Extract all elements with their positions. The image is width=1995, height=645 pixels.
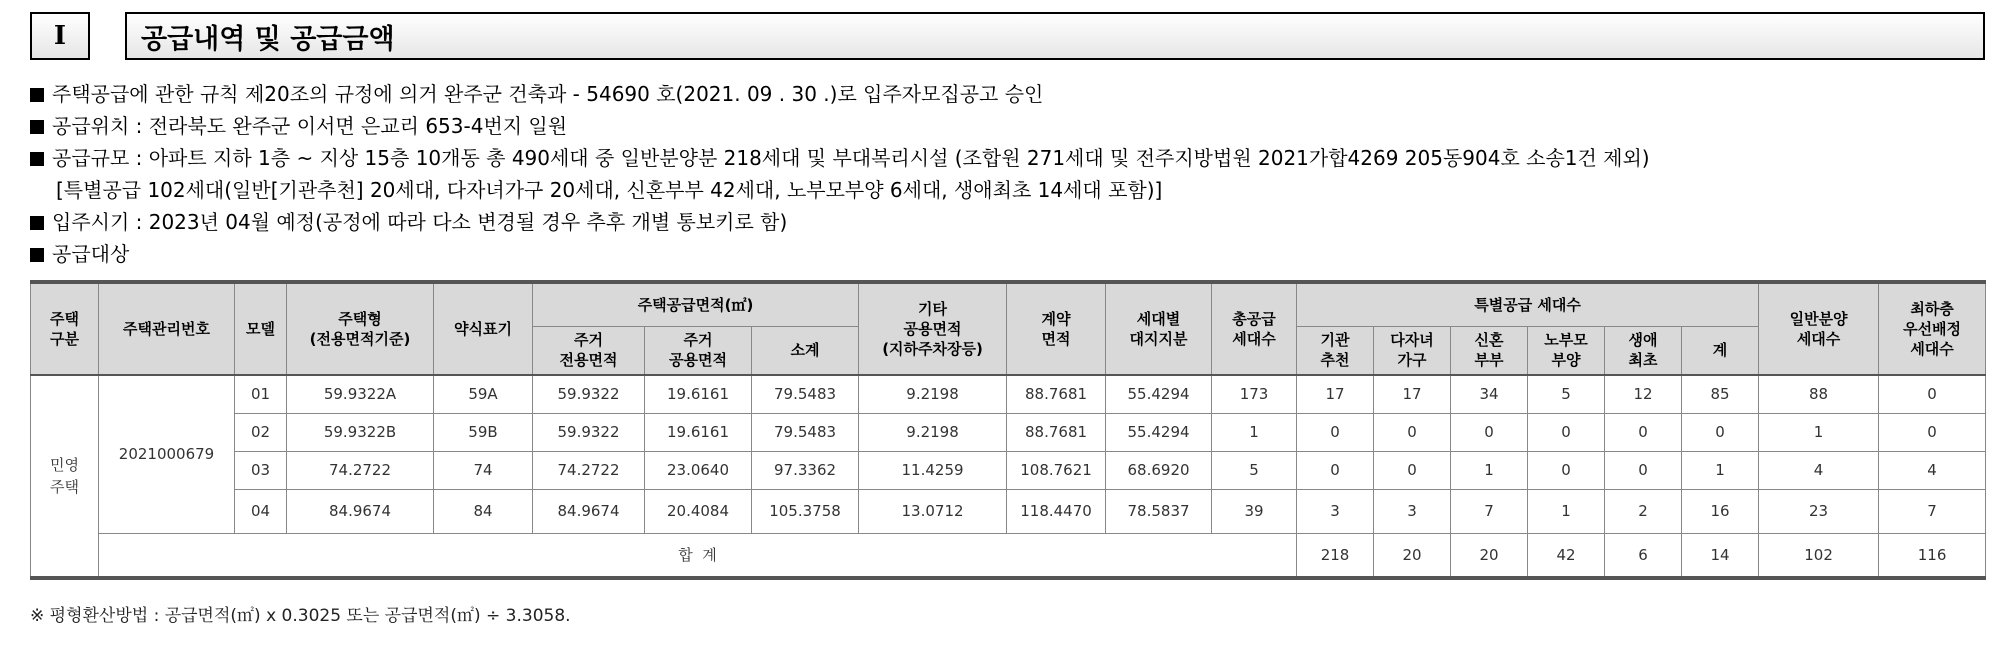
cell-newly: 1 <box>1451 451 1528 489</box>
col-header-abbr: 약식표기 <box>434 282 533 375</box>
total-sp-total: 102 <box>1759 533 1879 578</box>
cell-type: 59.9322B <box>287 413 434 451</box>
total-general: 116 <box>1879 533 1986 578</box>
cell-subtotal: 105.3758 <box>752 489 859 533</box>
col-header-model: 모델 <box>235 282 287 375</box>
cell-first: 12 <box>1605 375 1682 413</box>
cell-first: 0 <box>1605 413 1682 451</box>
cell-subtotal: 79.5483 <box>752 375 859 413</box>
cell-land: 55.4294 <box>1106 413 1212 451</box>
cell-model: 03 <box>235 451 287 489</box>
row-category: 민영 주택 <box>31 375 99 578</box>
header-row-1 <box>31 282 1986 326</box>
cell-inst: 0 <box>1297 451 1374 489</box>
cell-contract: 88.7681 <box>1007 413 1106 451</box>
cell-sp-total: 85 <box>1682 375 1759 413</box>
cell-inst: 3 <box>1297 489 1374 533</box>
cell-model: 01 <box>235 375 287 413</box>
cell-other: 9.2198 <box>859 375 1007 413</box>
cell-sp-total: 16 <box>1682 489 1759 533</box>
square-bullet-icon <box>30 248 44 262</box>
cell-abbr: 74 <box>434 451 533 489</box>
cell-exclusive: 74.2722 <box>533 451 645 489</box>
cell-type: 59.9322A <box>287 375 434 413</box>
cell-multi: 0 <box>1374 413 1451 451</box>
cell-lowest: 0 <box>1879 413 1986 451</box>
col-header-special-total: 계 <box>1682 326 1759 375</box>
col-header-general: 일반분양 세대수 <box>1759 282 1879 375</box>
section-header <box>30 12 1985 64</box>
cell-elder: 0 <box>1528 413 1605 451</box>
cell-other: 9.2198 <box>859 413 1007 451</box>
col-header-contract-area: 계약 면적 <box>1007 282 1106 375</box>
cell-subtotal: 79.5483 <box>752 413 859 451</box>
col-header-first-time: 생애 최초 <box>1605 326 1682 375</box>
row-mgmt-no: 2021000679 <box>99 375 235 533</box>
cell-inst: 17 <box>1297 375 1374 413</box>
cell-multi: 3 <box>1374 489 1451 533</box>
cell-multi: 17 <box>1374 375 1451 413</box>
col-header-house-type: 주택형 (전용면적기준) <box>287 282 434 375</box>
info-line-move-in: 입주시기 : 2023년 04월 예정(공정에 따라 다소 변경될 경우 추후 개별 통보키로 함) <box>30 206 1980 238</box>
cell-general: 4 <box>1759 451 1879 489</box>
cell-exclusive: 59.9322 <box>533 413 645 451</box>
cell-sp-total: 1 <box>1682 451 1759 489</box>
col-header-exclusive: 주거 전용면적 <box>533 326 645 375</box>
table-row <box>31 375 1986 413</box>
cell-abbr: 59B <box>434 413 533 451</box>
col-header-mgmt-no: 주택관리번호 <box>99 282 235 375</box>
cell-newly: 0 <box>1451 413 1528 451</box>
cell-common: 20.4084 <box>645 489 752 533</box>
cell-exclusive: 84.9674 <box>533 489 645 533</box>
info-line-target: 공급대상 <box>30 238 1980 270</box>
col-header-subtotal: 소계 <box>752 326 859 375</box>
square-bullet-icon <box>30 216 44 230</box>
total-inst: 20 <box>1374 533 1451 578</box>
info-line-approval: 주택공급에 관한 규칙 제20조의 규정에 의거 완주군 건축과 - 54690 호(2021. 09 . 30 .)로 입주자모집공고 승인 <box>30 78 1980 110</box>
cell-common: 19.6161 <box>645 413 752 451</box>
cell-total: 39 <box>1212 489 1297 533</box>
table-row <box>31 413 1986 451</box>
cell-lowest: 0 <box>1879 375 1986 413</box>
col-header-common: 주거 공용면적 <box>645 326 752 375</box>
col-header-multi-child: 다자녀 가구 <box>1374 326 1451 375</box>
square-bullet-icon <box>30 152 44 166</box>
cell-land: 55.4294 <box>1106 375 1212 413</box>
total-row <box>31 533 1986 578</box>
cell-type: 84.9674 <box>287 489 434 533</box>
cell-other: 11.4259 <box>859 451 1007 489</box>
section-number: I <box>30 12 90 60</box>
total-newly: 42 <box>1528 533 1605 578</box>
total-total: 218 <box>1297 533 1374 578</box>
total-label: 합 계 <box>99 533 1297 578</box>
total-multi: 20 <box>1451 533 1528 578</box>
section-title: 공급내역 및 공급금액 <box>125 12 1985 60</box>
cell-general: 88 <box>1759 375 1879 413</box>
cell-general: 1 <box>1759 413 1879 451</box>
supply-table <box>30 280 1986 580</box>
cell-other: 13.0712 <box>859 489 1007 533</box>
cell-lowest: 7 <box>1879 489 1986 533</box>
cell-total: 173 <box>1212 375 1297 413</box>
cell-contract: 88.7681 <box>1007 375 1106 413</box>
cell-subtotal: 97.3362 <box>752 451 859 489</box>
cell-multi: 0 <box>1374 451 1451 489</box>
cell-common: 19.6161 <box>645 375 752 413</box>
cell-land: 78.5837 <box>1106 489 1212 533</box>
cell-sp-total: 0 <box>1682 413 1759 451</box>
cell-newly: 7 <box>1451 489 1528 533</box>
cell-lowest: 4 <box>1879 451 1986 489</box>
square-bullet-icon <box>30 120 44 134</box>
cell-elder: 0 <box>1528 451 1605 489</box>
notice-info <box>30 78 1980 270</box>
info-line-special: [특별공급 102세대(일반[기관추천] 20세대, 다자녀가구 20세대, 신혼부부 42세대, 노부모부양 6세대, 생애최초 14세대 포함)] <box>56 178 1163 202</box>
cell-type: 74.2722 <box>287 451 434 489</box>
col-header-total-units: 총공급 세대수 <box>1212 282 1297 375</box>
col-header-special-supply: 특별공급 세대수 <box>1297 282 1759 326</box>
cell-elder: 5 <box>1528 375 1605 413</box>
col-header-institution: 기관 추천 <box>1297 326 1374 375</box>
cell-total: 1 <box>1212 413 1297 451</box>
table-row <box>31 451 1986 489</box>
cell-land: 68.6920 <box>1106 451 1212 489</box>
cell-contract: 118.4470 <box>1007 489 1106 533</box>
info-line-scale: 공급규모 : 아파트 지하 1층 ~ 지상 15층 10개동 총 490세대 중 일반분양분 218세대 및 부대복리시설 (조합원 271세대 및 전주지방법원 2021가합4269 205동904호 소송1건 제외) <box>30 142 1980 174</box>
col-header-other-common: 기타 공용면적 (지하주차장등) <box>859 282 1007 375</box>
cell-abbr: 84 <box>434 489 533 533</box>
info-line-location: 공급위치 : 전라북도 완주군 이서면 은교리 653-4번지 일원 <box>30 110 1980 142</box>
cell-exclusive: 59.9322 <box>533 375 645 413</box>
cell-first: 2 <box>1605 489 1682 533</box>
col-header-category: 주택 구분 <box>31 282 99 375</box>
cell-common: 23.0640 <box>645 451 752 489</box>
conversion-note: ※ 평형환산방법 : 공급면적(㎡) x 0.3025 또는 공급면적(㎡) ÷ 3.3058. <box>30 606 571 626</box>
col-header-lowest-floor: 최하층 우선배정 세대수 <box>1879 282 1986 375</box>
cell-total: 5 <box>1212 451 1297 489</box>
total-elder: 6 <box>1605 533 1682 578</box>
col-header-newlywed: 신혼 부부 <box>1451 326 1528 375</box>
cell-newly: 34 <box>1451 375 1528 413</box>
cell-abbr: 59A <box>434 375 533 413</box>
table-row <box>31 489 1986 533</box>
cell-first: 0 <box>1605 451 1682 489</box>
cell-general: 23 <box>1759 489 1879 533</box>
cell-inst: 0 <box>1297 413 1374 451</box>
total-first: 14 <box>1682 533 1759 578</box>
cell-model: 04 <box>235 489 287 533</box>
col-header-land-share: 세대별 대지지분 <box>1106 282 1212 375</box>
col-header-supply-area: 주택공급면적(㎡) <box>533 282 859 326</box>
square-bullet-icon <box>30 88 44 102</box>
cell-contract: 108.7621 <box>1007 451 1106 489</box>
col-header-elderly: 노부모 부양 <box>1528 326 1605 375</box>
cell-model: 02 <box>235 413 287 451</box>
cell-elder: 1 <box>1528 489 1605 533</box>
